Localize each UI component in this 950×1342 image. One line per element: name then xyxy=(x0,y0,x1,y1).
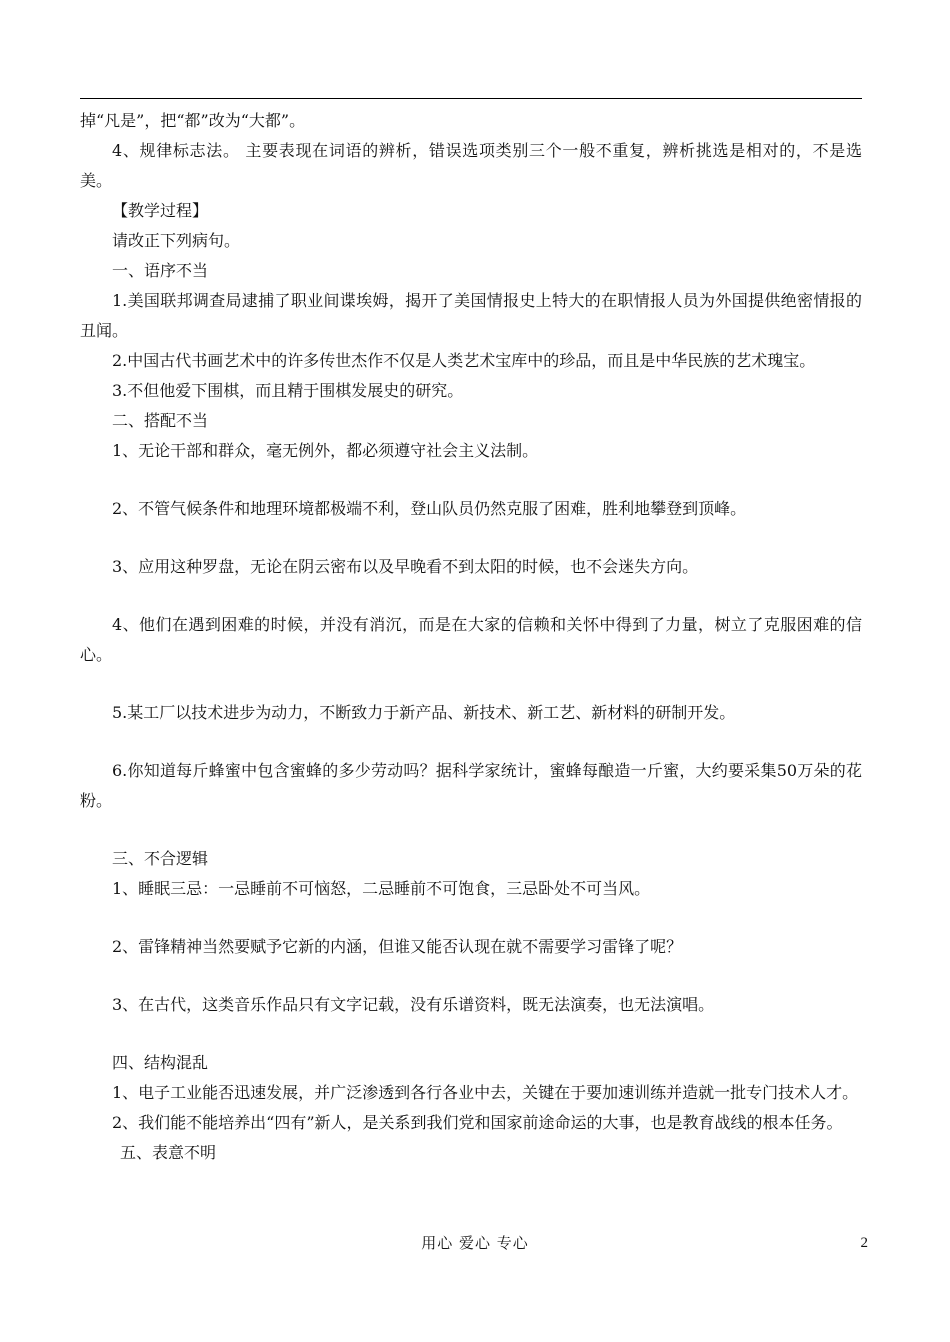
sentence-item: 3、应用这种罗盘，无论在阴云密布以及早晚看不到太阳的时候，也不会迷失方向。 xyxy=(112,557,699,576)
sentence-item: 2.中国古代书画艺术中的许多传世杰作不仅是人类艺术宝库中的珍品，而且是中华民族的艺术瑰宝。 xyxy=(112,351,816,370)
footer-motto: 用心 爱心 专心 xyxy=(421,1234,529,1252)
sentence-item: 4、他们在遇到困难的时候，并没有消沉，而是在大家的信赖和关怀中得到了力量，树立了克服困难的信心。 xyxy=(80,615,862,664)
section-heading-structure: 四、结构混乱 xyxy=(112,1053,209,1072)
paragraph-continuation: 掉“凡是”，把“都”改为“大都”。 xyxy=(80,111,306,130)
section-heading-logic: 三、不合逻辑 xyxy=(112,849,209,868)
header-rule xyxy=(80,98,862,99)
sentence-item: 3、在古代，这类音乐作品只有文字记载，没有乐谱资料，既无法演奏，也无法演唱。 xyxy=(112,995,715,1014)
document-body xyxy=(80,106,862,1168)
page-number: 2 xyxy=(860,1235,868,1251)
section-heading-word-order: 一、语序不当 xyxy=(112,261,209,280)
page-footer xyxy=(0,1228,950,1258)
sentence-item: 1、无论干部和群众，毫无例外，都必须遵守社会主义法制。 xyxy=(112,441,539,460)
teaching-process-heading: 【教学过程】 xyxy=(112,201,209,220)
sentence-item: 6.你知道每斤蜂蜜中包含蜜蜂的多少劳动吗？据科学家统计，蜜蜂每酿造一斤蜜，大约要采集50万朵的花粉。 xyxy=(80,761,862,810)
paragraph-rule-4: 4、规律标志法。 主要表现在词语的辨析，错误选项类别三个一般不重复，辨析挑选是相对的，不是选美。 xyxy=(80,141,862,190)
section-heading-collocation: 二、搭配不当 xyxy=(112,411,209,430)
sentence-item: 2、我们能不能培养出“四有”新人，是关系到我们党和国家前途命运的大事，也是教育战线的根本任务。 xyxy=(112,1113,843,1132)
sentence-item: 1.美国联邦调查局逮捕了职业间谍埃姆，揭开了美国情报史上特大的在职情报人员为外国提供绝密情报的丑闻。 xyxy=(80,291,862,340)
sentence-item: 2、雷锋精神当然要赋予它新的内涵，但谁又能否认现在就不需要学习雷锋了呢？ xyxy=(112,937,683,956)
sentence-item: 3.不但他爱下围棋，而且精于围棋发展史的研究。 xyxy=(112,381,464,400)
sentence-item: 2、不管气候条件和地理环境都极端不利，登山队员仍然克服了困难，胜利地攀登到顶峰。 xyxy=(112,499,747,518)
sentence-item: 1、睡眠三忌：一忌睡前不可恼怒，二忌睡前不可饱食，三忌卧处不可当风。 xyxy=(112,879,651,898)
sentence-item: 1、电子工业能否迅速发展，并广泛渗透到各行各业中去，关键在于要加速训练并造就一批专门技术人才。 xyxy=(112,1083,859,1102)
section-heading-ambiguity: 五、表意不明 xyxy=(120,1143,217,1162)
sentence-item: 5.某工厂以技术进步为动力，不断致力于新产品、新技术、新工艺、新材料的研制开发。 xyxy=(112,703,736,722)
instruction-text: 请改正下列病句。 xyxy=(112,231,241,250)
